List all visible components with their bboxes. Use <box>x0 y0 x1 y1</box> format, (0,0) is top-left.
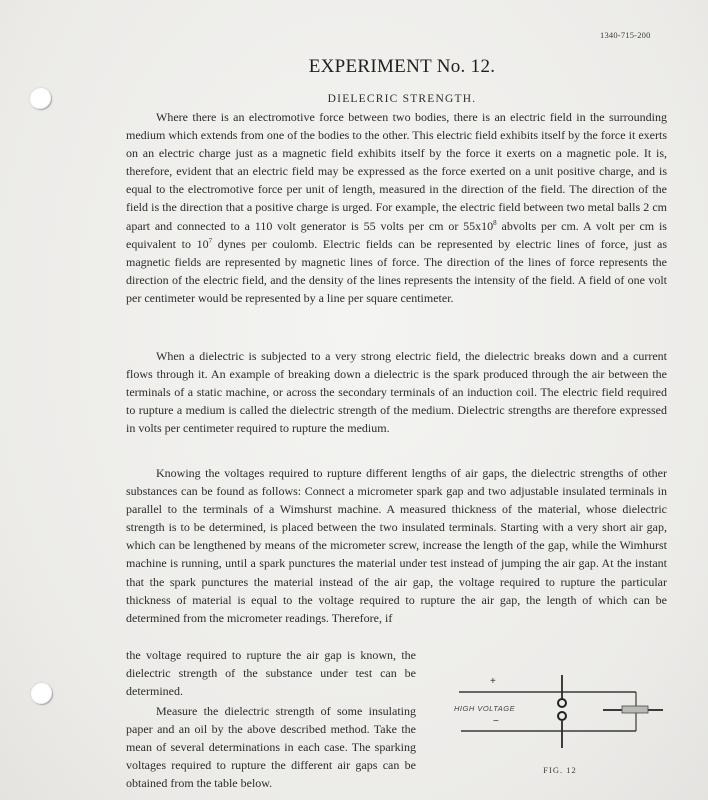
paragraph-text: Where there is an electromotive force between two bodies, there is an electric field in the surrounding medium which extends from one of the bodies to the other. This electric field exhibits itself by the force it exerts on an electric charge just as a magnetic field exhibits itself by the force it exerts on a magnetic pole. It is, therefore, evident that an electric field may be expressed as the force exerted on a unit positive charge, and is equal to the electromotive force per unit of length, measured in the direction of the field. The direction of the field is the direction that a positive charge is urged. For example, the electric field between two metal balls 2 cm apart and connected to a 110 volt generator is 55 volts per cm or 55x10 <box>126 110 667 233</box>
high-voltage-label: HIGH VOLTAGE <box>454 704 516 713</box>
positive-terminal-label: + <box>490 676 496 687</box>
paragraph-text: abvolts per cm. A volt per cm is equivalent to 10 <box>126 218 667 251</box>
spark-gap-lower-ball <box>558 712 566 720</box>
page-title: EXPERIMENT No. 12. <box>308 56 496 77</box>
paragraph-instructions: Measure the dielectric strength of some insulating paper and an oil by the above described method. Take the mean of several determinations in each case. The sparking voltages required to rupture the different air gaps can be obtained from the table below. <box>126 704 416 791</box>
superscript-exponent: 8 <box>493 218 497 227</box>
spark-gap-upper-ball <box>558 699 566 707</box>
figure-caption: FIG. 12 <box>543 765 577 775</box>
paragraph-method-continued: the voltage required to rupture the air gap is known, the dielectric strength of the substance under test can be determined. <box>126 648 416 699</box>
paragraph-dielectric-breakdown: When a dielectric is subjected to a very strong electric field, the dielectric breaks down and a current flows through it. An example of breaking down a dielectric is the spark produced through the air between the terminals of a static machine, or across the secondary terminals of an induction coil. The electric field required to rupture a medium is called the dielectric strength of the medium. Dielectric strengths are therefore expressed in volts per centimeter required to rupture the medium. <box>126 349 667 436</box>
circuit-diagram-svg <box>440 668 680 798</box>
paragraph-method: Knowing the voltages required to rupture different lengths of air gaps, the dielectric strengths of other substances can be found as follows: Connect a micrometer spark gap and two adjustable insulated terminals in parallel to the terminals of a Wimshurst machine. A measured thickness of the material, whose dielectric strength is to be determined, is placed between the two insulated terminals. Starting with a very short air gap, which can be lengthened by means of the micrometer screw, increase the length of the gap, while the Wimhurst machine is running, until a spark punctures the material under test instead of jumping the air gap. At the instant that the spark punctures the material instead of the air gap, the voltage required to rupture the particular thickness of material is equal to the voltage required to rupture the air gap, the length of which can be determined from the micrometer readings. Therefore, if <box>126 466 667 625</box>
page-subtitle: DIELECRIC STRENGTH. <box>327 93 477 105</box>
punch-hole-bottom <box>31 683 53 705</box>
figure-circuit-diagram <box>440 668 680 798</box>
dielectric-sample <box>622 706 648 713</box>
negative-terminal-label: − <box>493 716 499 727</box>
paragraph-text: dynes per coulomb. Electric fields can be represented by electric lines of force, just as magnetic fields are represented by magnetic lines of force. The direction of the lines of force represents the direction of the electric field, and the density of the lines represents the intensity of the field. A field of one volt per centimeter would be represented by a line per square centimeter. <box>126 236 667 305</box>
superscript-exponent: 7 <box>208 236 213 245</box>
document-code: 1340-715-200 <box>600 30 651 40</box>
paragraph-electric-field <box>126 108 667 307</box>
